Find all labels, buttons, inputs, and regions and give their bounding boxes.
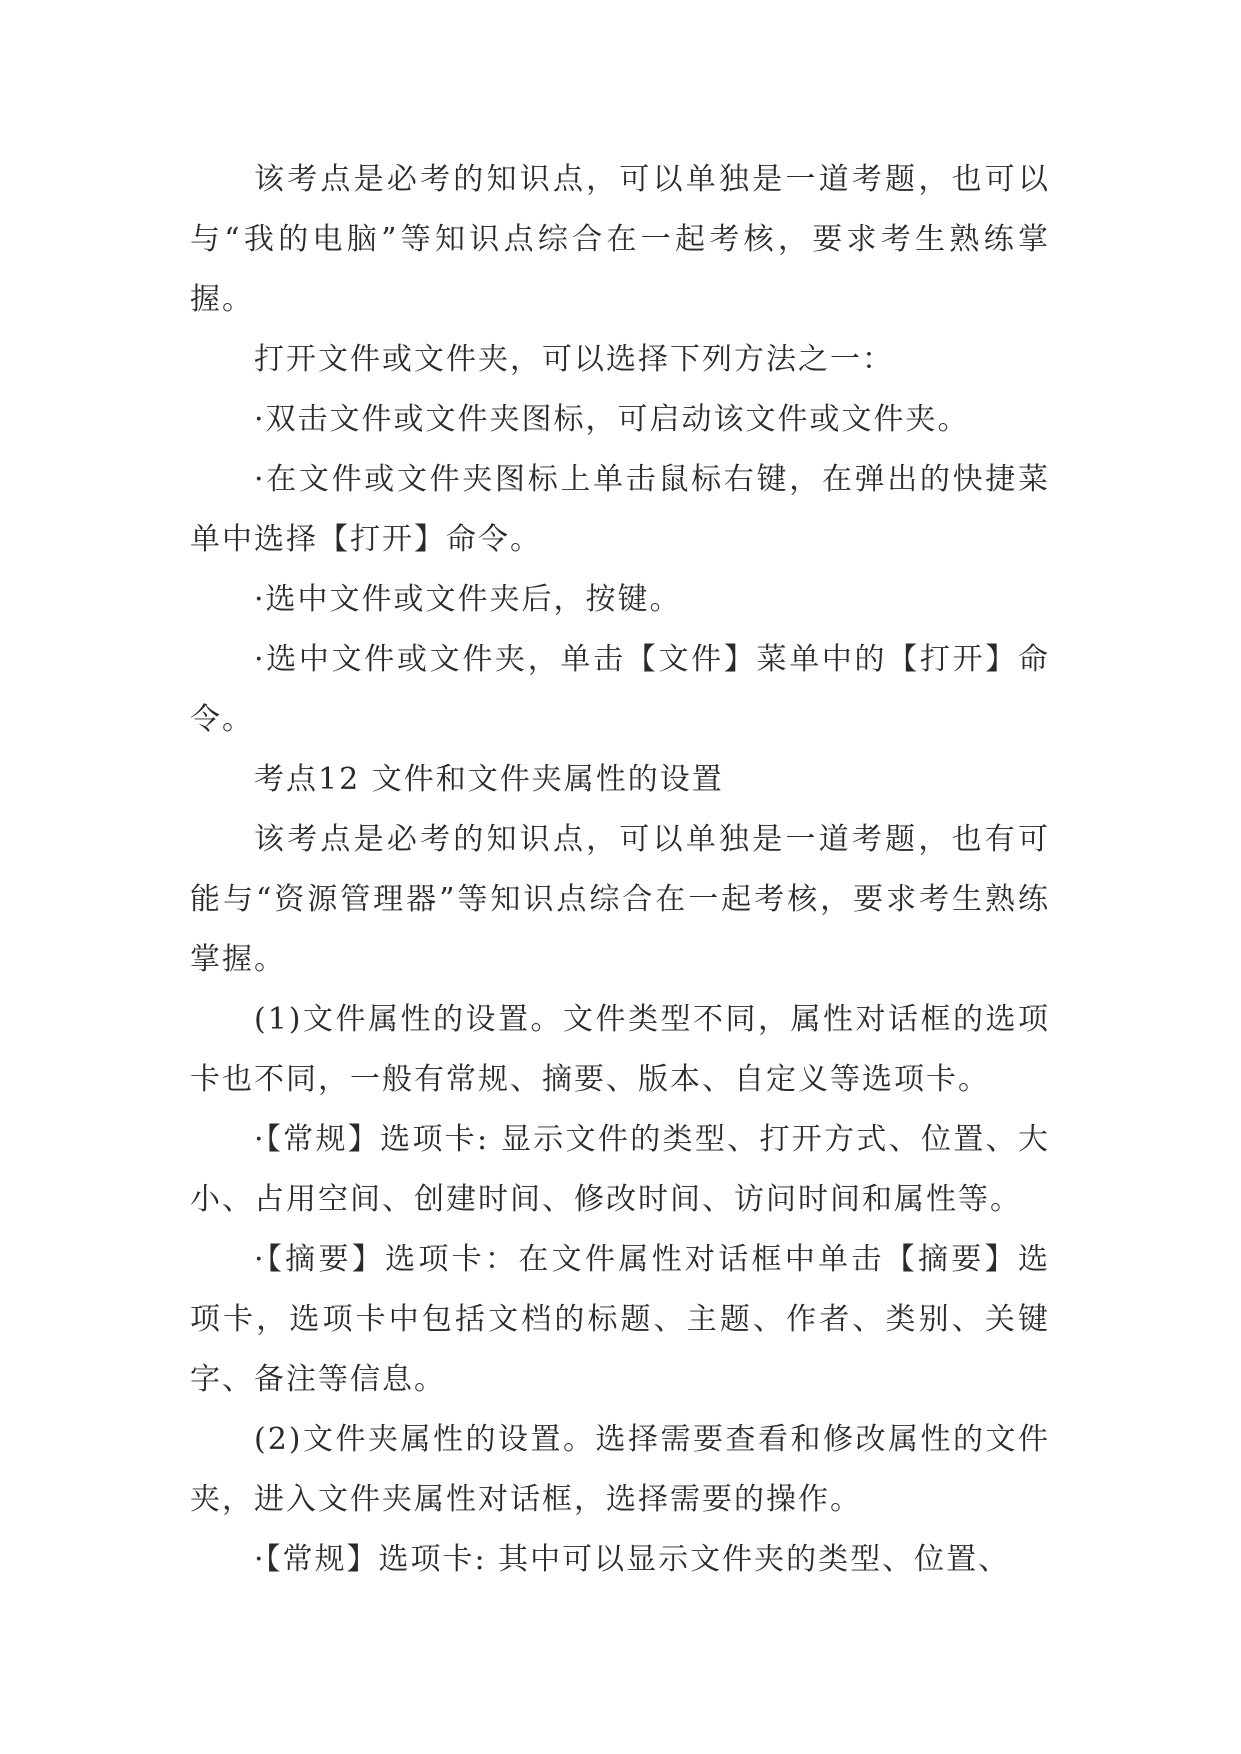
document-body [190,150,1050,1590]
paragraph-open-methods: 打开文件或文件夹，可以选择下列方法之一： [254,342,894,377]
bullet-right-click: ·在文件或文件夹图标上单击鼠标右键，在弹出的快捷菜单中选择【打开】命令。 [190,462,1050,557]
bullet-folder-general-tab: ·【常规】选项卡: 其中可以显示文件夹的类型、位置、 [254,1542,1011,1577]
paragraph-intro: 该考点是必考的知识点，可以单独是一道考题，也可以与“我的电脑”等知识点综合在一起考核，要求考生熟练掌握。 [190,162,1050,317]
bullet-summary-tab: ·【摘要】选项卡：在文件属性对话框中单击【摘要】选项卡，选项卡中包括文档的标题、主题、作者、类别、关键字、备注等信息。 [190,1242,1050,1397]
bullet-double-click: ·双击文件或文件夹图标，可启动该文件或文件夹。 [254,402,970,437]
paragraph-point-12-intro: 该考点是必考的知识点，可以单独是一道考题，也有可能与“资源管理器”等知识点综合在一起考核，要求考生熟练掌握。 [190,822,1050,977]
bullet-press-key: ·选中文件或文件夹后，按键。 [254,582,682,617]
paragraph-file-properties: (1)文件属性的设置。文件类型不同，属性对话框的选项卡也不同，一般有常规、摘要、版本、自定义等选项卡。 [190,1002,1050,1097]
bullet-general-tab: ·【常规】选项卡: 显示文件的类型、打开方式、位置、大小、占用空间、创建时间、修改时间、访问时间和属性等。 [190,1122,1050,1217]
bullet-file-menu: ·选中文件或文件夹，单击【文件】菜单中的【打开】命令。 [190,642,1050,737]
section-heading-point-12: 考点12 文件和文件夹属性的设置 [254,762,724,797]
paragraph-folder-properties: (2)文件夹属性的设置。选择需要查看和修改属性的文件夹，进入文件夹属性对话框，选择需要的操作。 [190,1422,1050,1517]
